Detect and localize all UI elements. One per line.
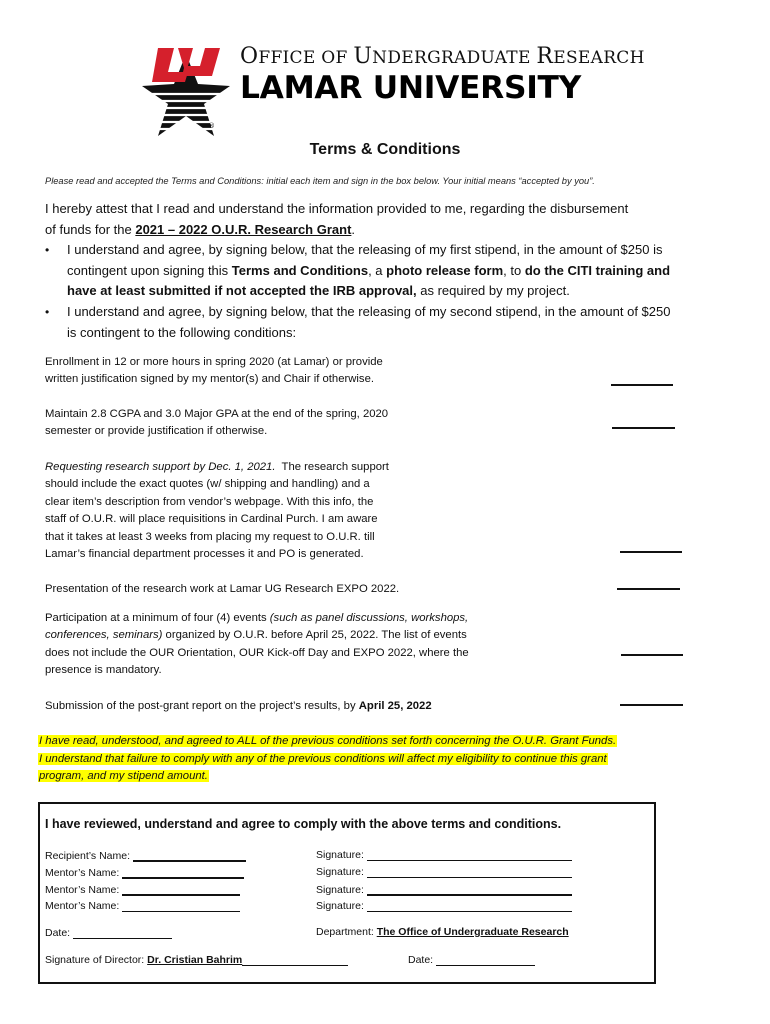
condition-enrollment: Enrollment in 12 or more hours in spring 2020 (at Lamar) or provide written justification signed by my mentor(s) and Chair if otherwise. — [45, 356, 383, 386]
signature-box-heading: I have reviewed, understand and agree to comply with the above terms and conditions. — [45, 817, 562, 831]
agreement-statement: I have read, understood, and agreed to ALL of the previous conditions set forth concerning the O.U.R. Grant Funds. I understand that failure to comply with any of the previous conditions will affect my eligibility to continue this grant program, and my stipend amount. — [39, 735, 617, 783]
department-field: Department: The Office of Undergraduate Research — [316, 926, 569, 938]
director-signature-field[interactable]: Signature of Director: Dr. Cristian Bahrim — [45, 953, 348, 966]
condition-report: Submission of the post-grant report on the project’s results, by April 25, 2022 — [45, 700, 432, 712]
director-date-field[interactable]: Date: — [408, 953, 535, 966]
condition-events: Participation at a minimum of four (4) events (such as panel discussions, workshops, conferences, seminars) organized by O.U.R. before April 25, 2022. The list of events does not include the OUR Orientation, OUR Kick-off Day and EXPO 2022, where the presence is mandatory. — [45, 612, 469, 677]
initial-line-report[interactable] — [620, 704, 683, 706]
mentor-name-field-1[interactable]: Mentor’s Name: — [45, 865, 244, 879]
document-title: Terms & Conditions — [309, 141, 461, 158]
recipient-name-field[interactable]: Recipient’s Name: — [45, 848, 246, 862]
mentor-name-field-3[interactable]: Mentor’s Name: — [45, 899, 240, 912]
condition-research-support: Requesting research support by Dec. 1, 2021. The research support should include the exact quotes (w/ shipping and handling) and a clear item’s description from vendor’s webpage. With this info, the staff of O.U.R. will place requisitions in Cardinal Purch. I am aware that it takes at least 3 weeks from placing my request to O.U.R. till Lamar’s financial department processes it and PO is generated. — [45, 461, 389, 561]
initial-line-events[interactable] — [621, 654, 683, 656]
date-field[interactable]: Date: — [45, 926, 172, 939]
condition-expo: Presentation of the research work at Lamar UG Research EXPO 2022. — [45, 583, 400, 595]
grant-name: 2021 – 2022 O.U.R. Research Grant — [135, 221, 352, 237]
mentor-name-field-2[interactable]: Mentor’s Name: — [45, 882, 240, 896]
initial-line-enrollment[interactable] — [611, 384, 673, 386]
star-logo-icon — [138, 44, 234, 138]
mentor-signature-field-2[interactable]: Signature: — [316, 882, 572, 896]
bullet-icon: • — [45, 243, 50, 257]
initial-line-expo[interactable] — [617, 588, 680, 590]
second-stipend-bullet: • I understand and agree, by signing below, that the releasing of my second stipend, in the amount of $250 is contingent to the following conditions: — [45, 304, 671, 340]
registered-mark: ® — [208, 122, 215, 130]
condition-gpa: Maintain 2.8 CGPA and 3.0 Major GPA at the end of the spring, 2020 semester or provide justification if otherwise. — [45, 408, 389, 438]
initial-line-research-support[interactable] — [620, 551, 682, 553]
initial-line-gpa[interactable] — [612, 427, 675, 429]
instructions-text: Please read and accepted the Terms and Conditions: initial each item and sign in the box below. Your initial means “accepted by you”. — [45, 176, 595, 186]
office-title: OFFICE OF UNDERGRADUATE RESEARCH — [240, 44, 645, 69]
university-name: LAMAR UNIVERSITY — [240, 70, 581, 106]
bullet-icon: • — [45, 305, 50, 319]
mentor-signature-field-1[interactable]: Signature: — [316, 865, 572, 878]
first-stipend-bullet: • I understand and agree, by signing below, that the releasing of my first stipend, in the amount of $250 is contingent upon signing this Terms and Conditions, a photo release form, to do the CITI training and have at least submitted if not accepted the IRB approval, as required by my project. — [45, 242, 671, 298]
recipient-signature-field[interactable]: Signature: — [316, 848, 572, 861]
lamar-university-logo — [138, 44, 234, 138]
attestation-paragraph: I hereby attest that I read and understand the information provided to me, regarding the disbursement of funds for the 2021 – 2022 O.U.R. Research Grant. — [45, 201, 629, 237]
mentor-signature-field-3[interactable]: Signature: — [316, 899, 572, 912]
